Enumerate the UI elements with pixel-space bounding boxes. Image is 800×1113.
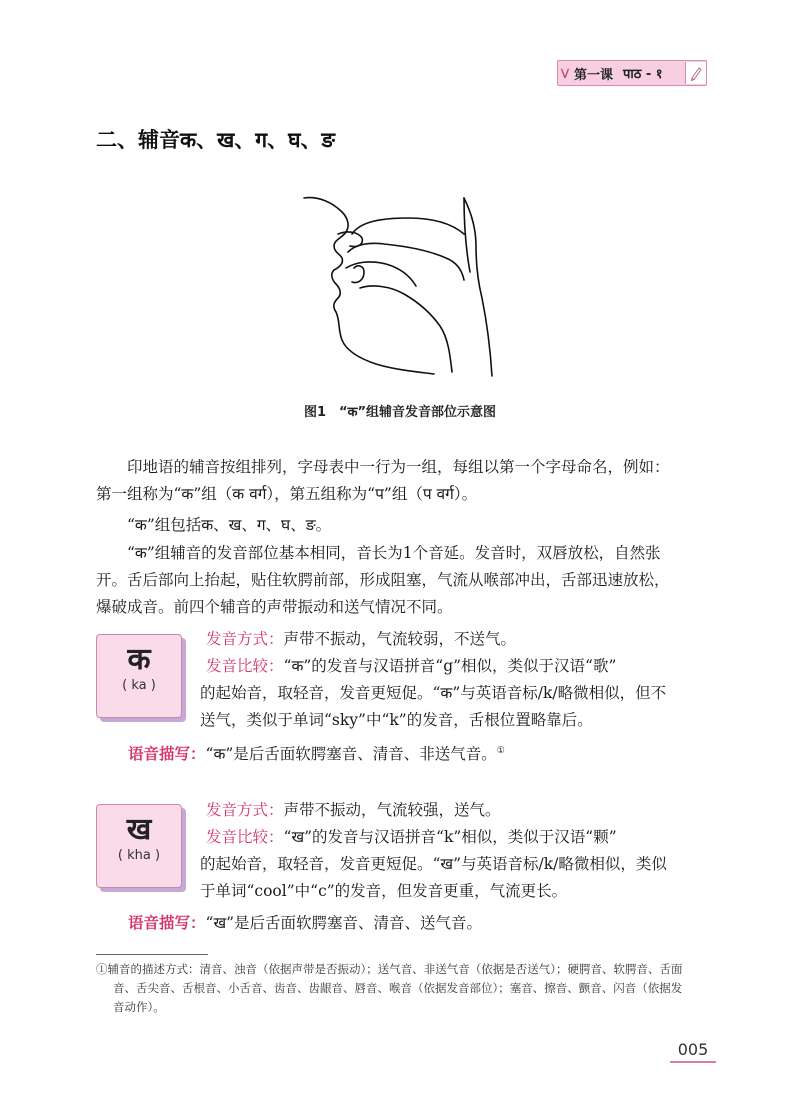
figure-caption: 图1 “क”组辅音发音部位示意图 [303,405,497,420]
phonetic-text: “ख”是后舌面软腭塞音、清音、送气音。 [205,914,483,932]
pencil-icon [685,62,706,84]
letter-transliteration: ( kha ) [117,848,161,863]
compare-line [206,653,616,680]
compare-text: “क”的发音与汉语拼音“g”相似，类似于汉语“歌” [283,657,617,675]
paragraph-line: 开。舌后部向上抬起，贴住软腭前部，形成阻塞，气流从喉部冲出，舌部迅速放松， [96,571,670,589]
lesson-badge [557,60,707,86]
footnote-line: 音、舌尖音、舌根音、小舌音、齿音、齿龈音、唇音、喉音（依据发音部位）；塞音、擦音、颤音、闪音（依据发 [113,981,683,995]
method-text: 声带不振动，气流较强，送气。 [283,801,501,819]
method-line [206,797,501,824]
method-text: 声带不振动，气流较弱，不送气。 [283,630,517,648]
lesson-label-hi: पाठ - १ [623,67,663,82]
lesson-label-cn: 第一课 [574,67,614,83]
phonetic-line [128,738,505,768]
compare-line: 送气，类似于单词“sky”中“k”的发音，舌根位置略靠后。 [200,711,593,729]
footnote [96,960,708,1017]
letter-glyph: क [127,642,151,677]
letter-transliteration: ( ka ) [122,678,156,693]
vocal-tract-diagram [300,194,500,380]
compare-line: 于单词“cool”中“c”的发音，但发音更重，气流更长。 [200,882,568,900]
page-number: 005 [670,1040,716,1063]
footnote-line: 音动作）。 [113,1000,165,1014]
phonetic-text: “क”是后舌面软腭塞音、清音、非送气音。 [205,745,497,764]
method-line [206,626,516,653]
footnote-ref: ① [496,746,505,756]
paragraph-line: “क”组包括क、ख、ग、घ、ङ。 [127,516,332,534]
compare-line: 的起始音，取轻音，发音更短促。“क”与英语音标/k/略微相似，但不 [200,684,667,702]
footnote-divider [96,954,208,955]
compare-line: 的起始音，取轻音，发音更短促。“ख”与英语音标/k/略微相似，类似 [200,855,667,873]
letter-card-ka [96,634,182,718]
paragraph-line: 爆破成音。前四个辅音的声带振动和送气情况不同。 [96,598,453,616]
section-title: 二、辅音क、ख、ग、घ、ङ [96,128,335,152]
letter-card-kha [96,804,182,888]
method-label: 发音方式： [206,801,284,819]
letter-glyph: ख [126,812,152,847]
phonetic-label: 语音描写： [128,913,206,932]
paragraph-line: “क”组辅音的发音部位基本相同，音长为1个音延。发音时，双唇放松，自然张 [127,544,661,562]
compare-label: 发音比较： [206,657,284,675]
chevron-down-icon: ⋁ [560,67,570,79]
phonetic-label: 语音描写： [128,744,206,764]
paragraph-line: 第一组称为“क”组（क वर्ग），第五组称为“प”组（प वर्ग）。 [96,485,478,503]
compare-text: “ख”的发音与汉语拼音“k”相似，类似于汉语“颗” [283,828,617,846]
paragraph-line: 印地语的辅音按组排列，字母表中一行为一组，每组以第一个字母命名，例如： [127,458,670,476]
compare-label: 发音比较： [206,828,284,846]
method-label: 发音方式： [206,630,284,648]
phonetic-line [128,909,482,937]
compare-line [206,824,617,851]
footnote-line: ①辅音的描述方式：清音、浊音（依据声带是否振动）；送气音、非送气音（依据是否送气）；硬腭音、软腭音、舌面 [96,962,683,976]
